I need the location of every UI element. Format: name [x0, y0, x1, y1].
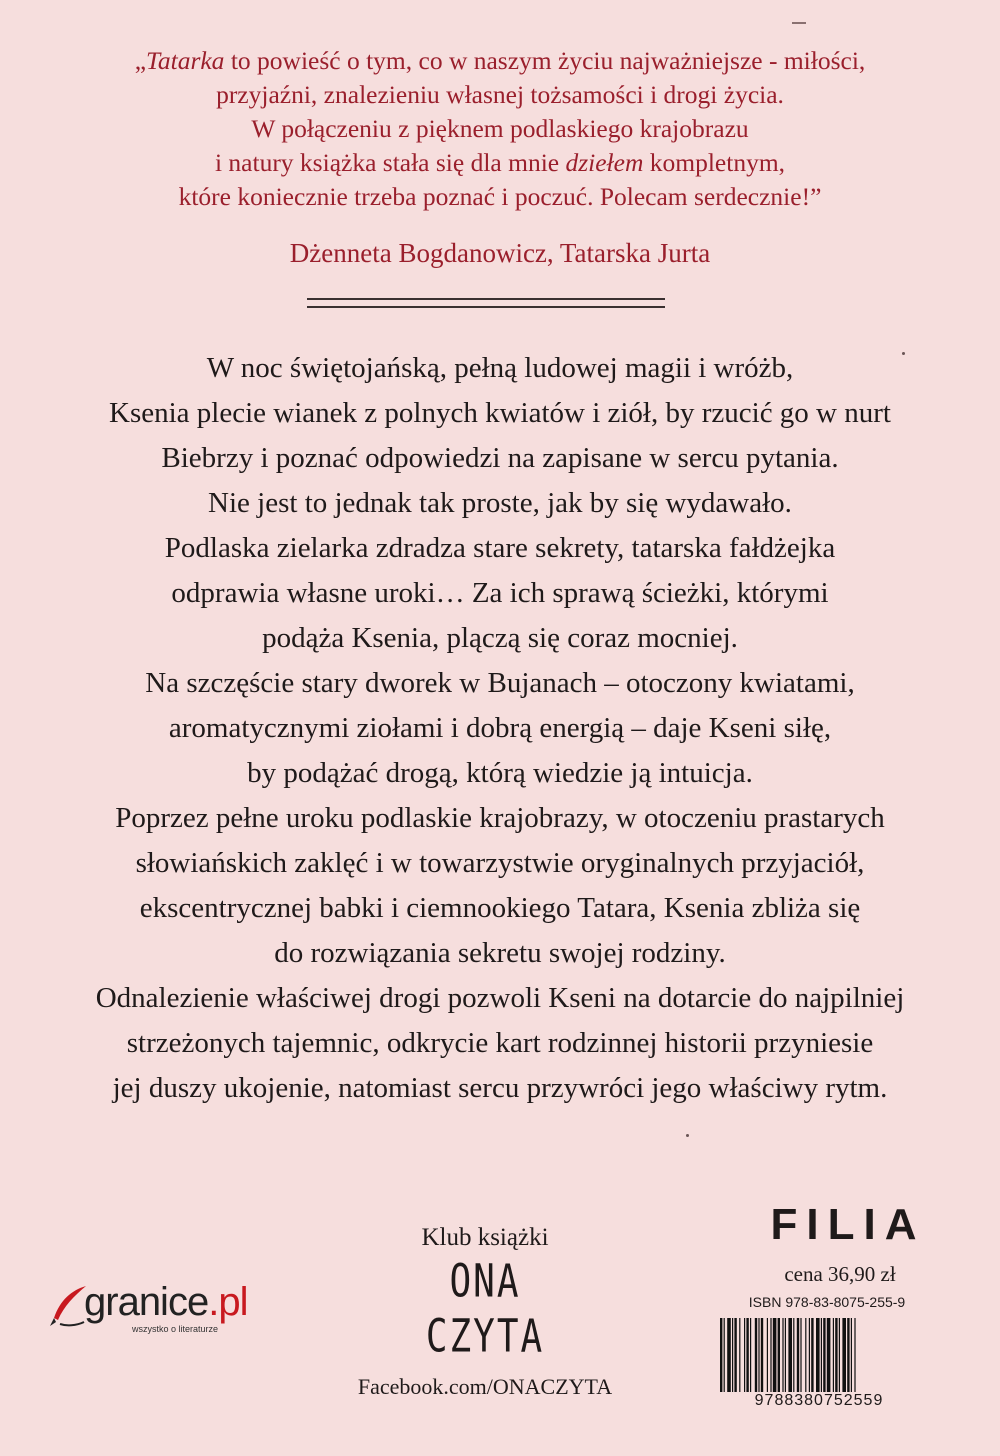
blurb-line: Nie jest to jednak tak proste, jak by się wydawało. [208, 487, 792, 519]
barcode-bar [805, 1318, 806, 1392]
price-label: cena 36,90 zł [784, 1262, 896, 1286]
blurb-line: podąża Ksenia, plączą się coraz mocniej. [262, 622, 738, 654]
barcode-bar [758, 1318, 759, 1392]
quote-line-4-start: i natury książka stała się dla mnie [214, 148, 566, 177]
barcode-bar [782, 1318, 783, 1392]
blurb-line: Podlaska zielarka zdradza stare sekrety, tatarska fałdżejka [164, 532, 836, 564]
granice-wordmark [84, 1280, 247, 1325]
blurb-line: Poprzez pełne uroku podlaskie krajobrazy, w otoczeniu prastarych [115, 802, 885, 834]
barcode-bar [732, 1318, 733, 1392]
blurb-line: Odnalezienie właściwej drogi pozwoli Kseni na dotarcie do najpilniej [95, 982, 905, 1014]
logo-line-czyta: CZYTA [425, 1311, 545, 1363]
scan-mark [792, 22, 806, 24]
barcode-bar [734, 1318, 736, 1392]
granice-tagline: wszystko o literaturze [132, 1324, 219, 1334]
blurb-line: Ksenia plecie wianek z polnych kwiatów i ziół, by rzucić go w nurt [109, 397, 891, 429]
blurb-line: jej duszy ukojenie, natomiast sercu przywróci jego właściwy rytm. [112, 1072, 888, 1104]
barcode-bar [750, 1318, 751, 1392]
barcode-bar [835, 1318, 837, 1392]
blurb-line: by podążać drogą, którą wiedzie ją intuicja. [247, 757, 753, 789]
barcode-bar [720, 1318, 722, 1392]
barcode-bar [770, 1318, 771, 1392]
barcode-bar [788, 1318, 792, 1392]
barcode-bar [821, 1318, 822, 1392]
quote-line-4 [40, 146, 960, 180]
quote-attribution: Dżenneta Bogdanowicz, Tatarska Jurta [289, 238, 711, 268]
blurb-line: aromatycznymi ziołami i dobrą energią – daje Kseni siłę, [168, 712, 832, 744]
ona-czyta-logo [350, 1255, 620, 1365]
blurb-line: odprawia własne uroki… Za ich sprawą ścieżki, którymi [171, 577, 829, 609]
barcode-bar [739, 1318, 740, 1392]
quote-open-mark: „ [134, 46, 147, 75]
blurb-line: do rozwiązania sekretu swojej rodziny. [274, 937, 726, 969]
blurb-line: Na szczęście stary dworek w Bujanach – otoczony kwiatami, [145, 667, 855, 699]
barcode-bar [827, 1318, 831, 1392]
barcode-bar [851, 1318, 852, 1392]
logo-line-ona: ONA [449, 1256, 521, 1308]
barcode-bar [778, 1318, 780, 1392]
barcode-bar [842, 1318, 846, 1392]
barcode-bar [744, 1318, 745, 1392]
barcode-bar [773, 1318, 777, 1392]
isbn-label: ISBN 978-83-8075-255-9 [748, 1294, 906, 1310]
barcode-bar [755, 1318, 757, 1392]
blurb-line: ekscentrycznej babki i ciemnookiego Tatara, Ksenia zbliża się [139, 892, 861, 924]
book-blurb [20, 346, 980, 1111]
barcode-bar [761, 1318, 763, 1392]
barcode-bar [811, 1318, 813, 1392]
barcode-bar [746, 1318, 748, 1392]
print-speck [686, 1134, 689, 1137]
blurb-line: słowiańskich zaklęć i w towarzystwie oryginalnych przyjaciół, [135, 847, 865, 879]
barcode-bar [785, 1318, 786, 1392]
barcode-bar [793, 1318, 794, 1392]
quote-line-1 [40, 44, 960, 78]
granice-name: granice [84, 1280, 209, 1324]
quote-book-title: Tatarka [146, 46, 225, 75]
barcode-bar [823, 1318, 825, 1392]
quote-line-2: przyjaźni, znalezieniu własnej tożsamości i drogi życia. [216, 80, 784, 109]
facebook-link-text: Facebook.com/ONACZYTA [357, 1374, 613, 1399]
quote-emphasis: dziełem [565, 148, 644, 177]
club-title: Klub książki [421, 1224, 549, 1251]
barcode-bar [816, 1318, 820, 1392]
quote-line-1-text: to powieść o tym, co w naszym życiu najważniejsze - miłości, [224, 46, 866, 75]
barcode-bar [809, 1318, 810, 1392]
quote-line-5: które koniecznie trzeba poznać i poczuć. Polecam serdecznie!” [178, 182, 822, 211]
book-club-block [350, 1224, 620, 1400]
blurb-line: W noc świętojańską, pełną ludowej magii i wróżb, [206, 352, 794, 384]
quote-line-4-end: kompletnym, [643, 148, 786, 177]
barcode-bar [797, 1318, 799, 1392]
barcode-bar [800, 1318, 801, 1392]
granice-domain: .pl [208, 1280, 248, 1324]
barcode-bar [767, 1318, 768, 1392]
barcode-bar [847, 1318, 849, 1392]
granice-logo [46, 1280, 276, 1340]
barcode-bar [854, 1318, 855, 1392]
barcode-number: 9788380752559 [754, 1392, 884, 1409]
publisher-logo: FILIA [770, 1200, 926, 1249]
double-rule-divider [307, 298, 665, 308]
review-quote [40, 44, 960, 214]
quote-line-3: W połączeniu z pięknem podlaskiego krajobrazu [251, 114, 749, 143]
barcode-bar [839, 1318, 840, 1392]
blurb-line: Biebrzy i poznać odpowiedzi na zapisane w sercu pytania. [161, 442, 839, 474]
barcode-bar [833, 1318, 834, 1392]
barcode-bar [727, 1318, 731, 1392]
barcode-bar [724, 1318, 725, 1392]
blurb-line: strzeżonych tajemnic, odkrycie kart rodzinnej historii przyniesie [126, 1027, 874, 1059]
